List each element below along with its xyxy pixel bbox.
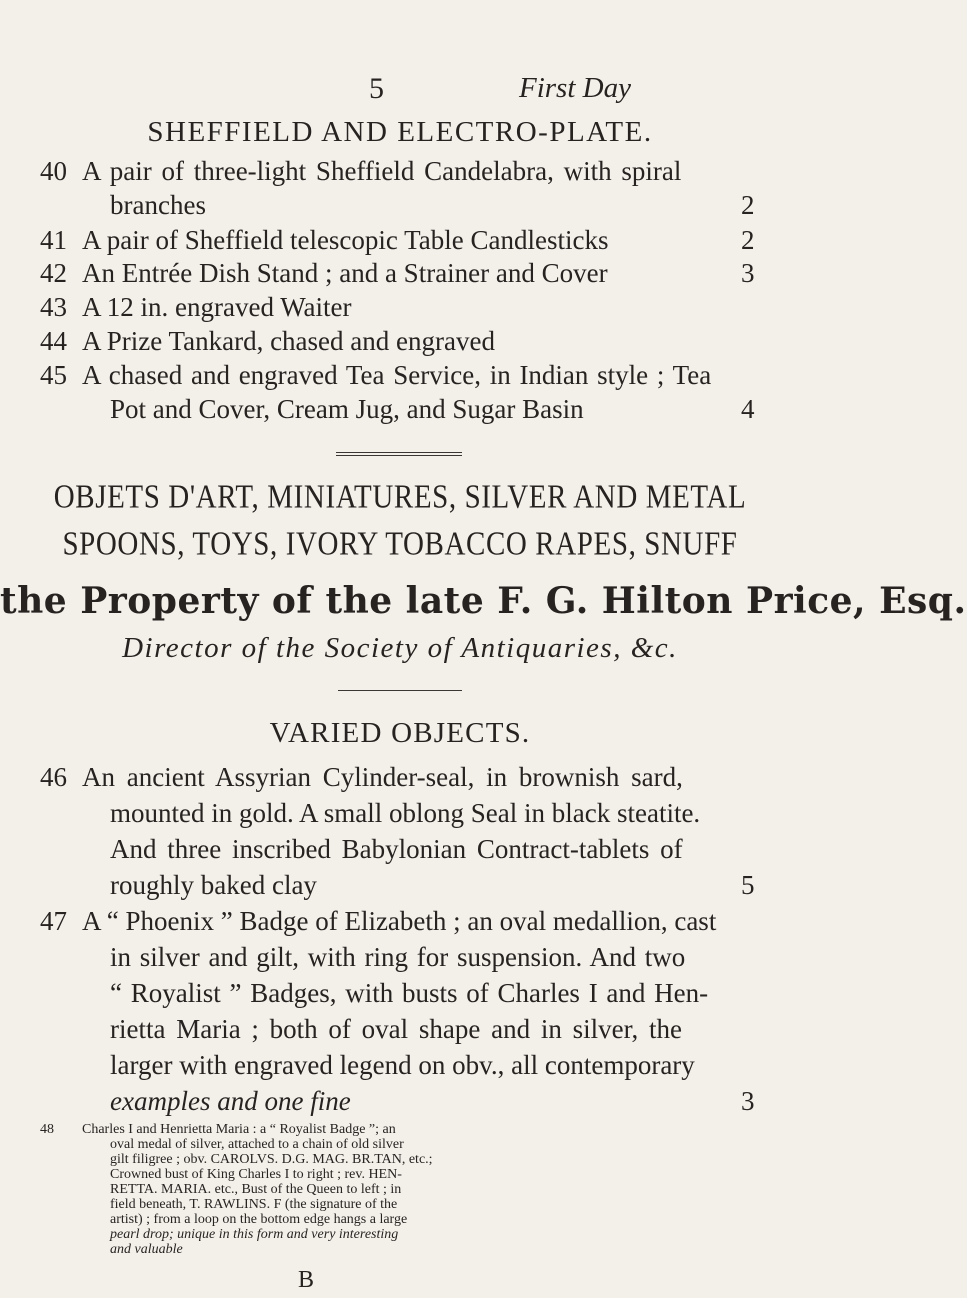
lot-description-line: examples and one fine bbox=[110, 1086, 351, 1116]
lot-number: 43 bbox=[40, 292, 67, 322]
signature-mark: B bbox=[298, 1267, 315, 1293]
lot-number: 44 bbox=[40, 326, 67, 356]
lot-description-line: and valuable bbox=[110, 1242, 183, 1257]
lot-number: 48 bbox=[40, 1122, 54, 1137]
lot-description-line: “ Royalist ” Badges, with busts of Charles I and Hen- bbox=[110, 978, 709, 1008]
lot-quantity: 2 bbox=[741, 225, 755, 255]
lot-number: 40 bbox=[40, 156, 67, 186]
page-number: 5 bbox=[369, 72, 384, 105]
lot-number: 41 bbox=[40, 225, 67, 255]
section-divider bbox=[336, 452, 462, 456]
lot-number: 47 bbox=[40, 906, 67, 936]
lot-description-line: A “ Phoenix ” Badge of Elizabeth ; an oval medallion, cast bbox=[82, 906, 717, 936]
lot-description-line: pearl drop; unique in this form and very interesting bbox=[110, 1227, 399, 1242]
lot-quantity: 4 bbox=[741, 394, 755, 424]
section-heading-varied: VARIED OBJECTS. bbox=[269, 717, 531, 749]
director-line: Director of the Society of Antiquaries, &c. bbox=[122, 632, 678, 664]
lot-description-line: oval medal of silver, attached to a chain of old silver bbox=[110, 1137, 404, 1152]
lot-description-line: A pair of Sheffield telescopic Table Candlesticks bbox=[82, 225, 609, 255]
section-heading-objets: SPOONS, TOYS, IVORY TOBACCO RAPES, SNUFF bbox=[62, 525, 738, 563]
lot-description-line: Pot and Cover, Cream Jug, and Sugar Basin bbox=[110, 394, 584, 424]
running-head bbox=[0, 72, 800, 112]
lot-quantity: 2 bbox=[741, 190, 755, 220]
lot-description-line: And three inscribed Babylonian Contract-tablets of bbox=[110, 834, 683, 864]
property-of-line: the Property of the late F. G. Hilton Price, Esq. bbox=[0, 580, 967, 622]
lot-number: 45 bbox=[40, 360, 67, 390]
section-heading-objets: OBJETS D'ART, MINIATURES, SILVER AND METAL bbox=[53, 478, 747, 516]
running-title: First Day bbox=[519, 72, 631, 104]
lot-description-line: Charles I and Henrietta Maria : a “ Royalist Badge ”; an bbox=[82, 1122, 396, 1137]
lot-quantity: 3 bbox=[741, 1086, 755, 1116]
lot-description-line: An ancient Assyrian Cylinder-seal, in brownish sard, bbox=[82, 762, 683, 792]
section-divider bbox=[338, 690, 462, 691]
lot-description-line: A chased and engraved Tea Service, in Indian style ; Tea bbox=[82, 360, 712, 390]
lot-description-line: An Entrée Dish Stand ; and a Strainer and Cover bbox=[82, 258, 608, 288]
lot-description-line: rietta Maria ; both of oval shape and in silver, the bbox=[110, 1014, 683, 1044]
lot-description-line: field beneath, T. RAWLINS. F (the signature of the bbox=[110, 1197, 398, 1212]
lot-number: 46 bbox=[40, 762, 67, 792]
lot-description-line: RETTA. MARIA. etc., Bust of the Queen to left ; in bbox=[110, 1182, 402, 1197]
lot-description-line: gilt filigree ; obv. CAROLVS. D.G. MAG. BR.TAN, etc.; bbox=[110, 1152, 433, 1167]
section-heading-sheffield: SHEFFIELD AND ELECTRO-PLATE. bbox=[147, 116, 653, 148]
lot-description-line: A pair of three-light Sheffield Candelabra, with spiral bbox=[82, 156, 682, 186]
lot-description-line: artist) ; from a loop on the bottom edge hangs a large bbox=[110, 1212, 408, 1227]
lot-description-line: branches bbox=[110, 190, 206, 220]
lot-description-line: larger with engraved legend on obv., all contemporary bbox=[110, 1050, 695, 1080]
lot-description-line: roughly baked clay bbox=[110, 870, 317, 900]
lot-quantity: 5 bbox=[741, 870, 755, 900]
lot-description-line: A 12 in. engraved Waiter bbox=[82, 292, 352, 322]
lot-description-line: mounted in gold. A small oblong Seal in black steatite. bbox=[110, 798, 701, 828]
lot-description-line: in silver and gilt, with ring for suspension. And two bbox=[110, 942, 686, 972]
lot-number: 42 bbox=[40, 258, 67, 288]
lot-quantity: 3 bbox=[741, 258, 755, 288]
lot-description-line: Crowned bust of King Charles I to right ; rev. HEN- bbox=[110, 1167, 402, 1182]
lot-description-line: A Prize Tankard, chased and engraved bbox=[82, 326, 495, 356]
